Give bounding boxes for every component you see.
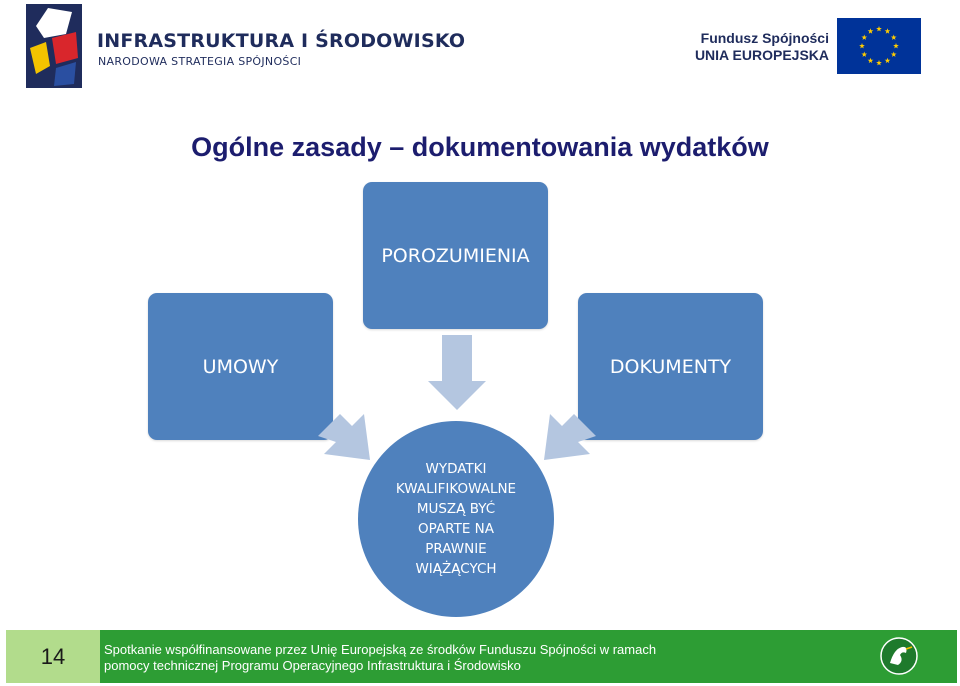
program-logo-icon [26,4,82,88]
center-line: WYDATKI [425,461,487,477]
stork-emblem-icon [880,637,918,675]
fund-name: Fundusz Spójności [700,30,829,46]
footer-text-line-2: pomocy technicznej Programu Operacyjnego Infrastruktura i Środowisko [104,658,521,673]
program-subtitle: NARODOWA STRATEGIA SPÓJNOŚCI [98,55,302,68]
dokumenty-label: DOKUMENTY [609,355,732,378]
center-circle [358,421,554,617]
diagonal-arrow-right-icon [540,408,596,464]
center-line: MUSZĄ BYĆ [416,501,496,517]
center-line: KWALIFIKOWALNE [395,481,517,497]
center-text [381,459,531,579]
umowy-label: UMOWY [202,355,279,378]
dokumenty-box [578,293,763,440]
program-title: INFRASTRUKTURA I ŚRODOWISKO [97,30,466,52]
diagonal-arrow-left-icon [318,408,374,464]
eu-flag-icon [837,18,921,74]
footer-text-line-1: Spotkanie współfinansowane przez Unię Europejską ze środków Funduszu Spójności w ramach [104,642,657,657]
porozumienia-box [363,182,548,329]
down-arrow-icon [428,335,486,410]
center-line: PRAWNIE [425,541,487,557]
page-number: 14 [40,643,66,669]
slide-title: Ogólne zasady – dokumentowania wydatków [191,132,769,162]
page-number-box [6,630,100,683]
fund-union: UNIA EUROPEJSKA [694,47,829,63]
center-line: OPARTE NA [418,521,494,537]
umowy-box [148,293,333,440]
porozumienia-label: POROZUMIENIA [381,244,530,267]
center-line: WIĄŻĄCYCH [415,561,497,577]
